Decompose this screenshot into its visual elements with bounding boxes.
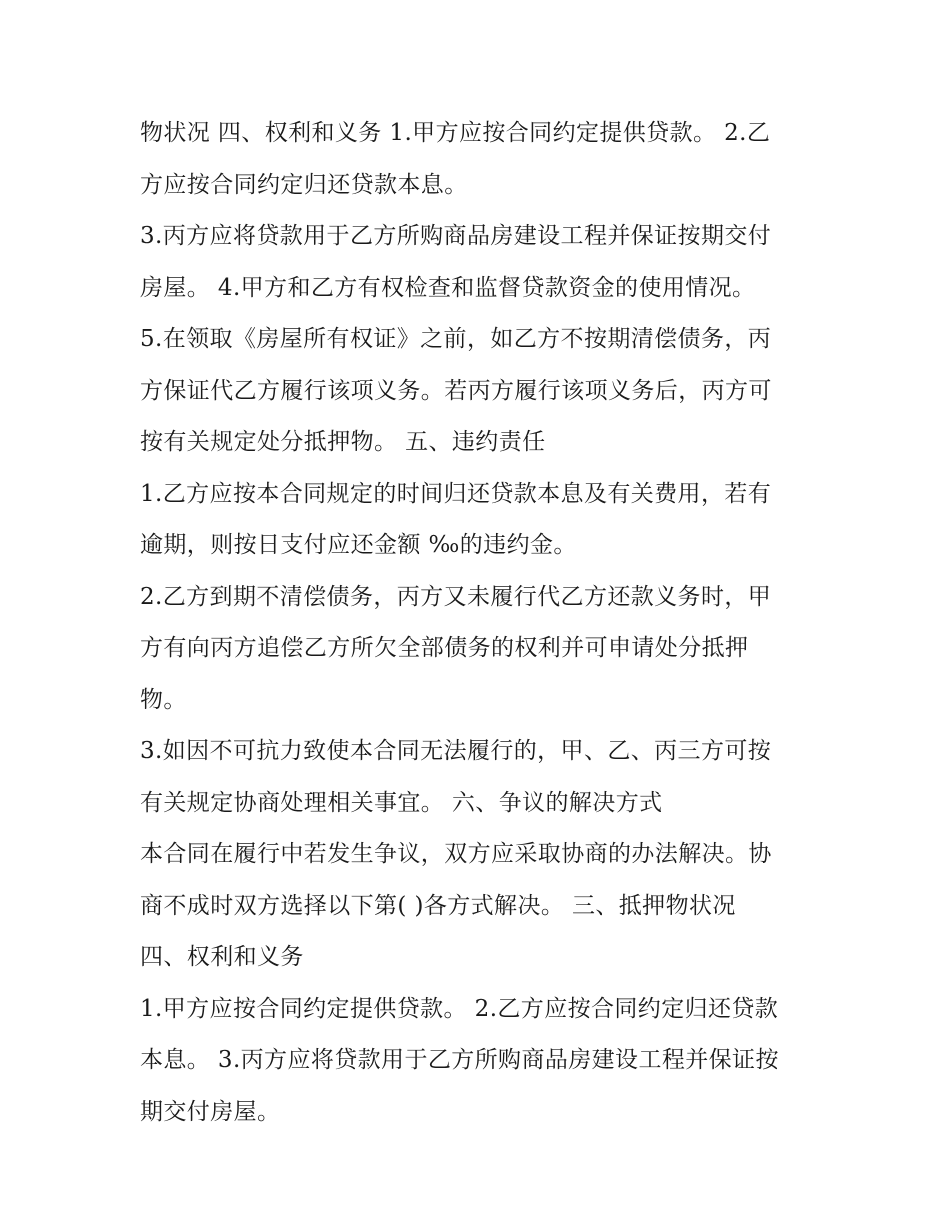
text-line: 逾期，则按日支付应还金额 ‰的违约金。 [140, 532, 577, 558]
text-line: 期交付房屋。 [140, 1098, 281, 1125]
text-line: 物。 [140, 686, 187, 713]
text-line: 1.乙方应按本合同规定的时间归还贷款本息及有关费用，若有 [140, 480, 772, 507]
text-line: 本息。 3.丙方应将贷款用于乙方所购商品房建设工程并保证按 [140, 1047, 779, 1073]
text-line: 房屋。 4.甲方和乙方有权检查和监督贷款资金的使用情况。 [140, 274, 756, 301]
text-line: 按有关规定处分抵押物。 五、违约责任 [140, 429, 546, 455]
text-line: 方应按合同约定归还贷款本息。 [140, 171, 468, 198]
text-line: 3.丙方应将贷款用于乙方所购商品房建设工程并保证按期交付 [140, 223, 772, 249]
text-line: 物状况 四、权利和义务 1.甲方应按合同约定提供贷款。 2.乙 [140, 120, 771, 146]
text-line: 1.甲方应按合同约定提供贷款。 2.乙方应按合同约定归还贷款 [140, 995, 779, 1022]
text-line: 本合同在履行中若发生争议，双方应采取协商的办法解决。协 [140, 841, 772, 867]
text-line: 2.乙方到期不清偿债务，丙方又未履行代乙方还款义务时，甲 [140, 583, 772, 610]
document-body [140, 108, 830, 1138]
text-line: 5.在领取《房屋所有权证》之前，如乙方不按期清偿债务，丙 [140, 326, 772, 352]
text-line: 商不成时双方选择以下第( )各方式解决。 三、抵押物状况 [140, 892, 736, 919]
text-line: 四、权利和义务 [140, 944, 304, 970]
text-line: 3.如因不可抗力致使本合同无法履行的，甲、乙、丙三方可按 [140, 738, 772, 764]
text-line: 方有向丙方追偿乙方所欠全部债务的权利并可申请处分抵押 [140, 635, 749, 661]
text-line: 有关规定协商处理相关事宜。 六、争议的解决方式 [140, 789, 663, 816]
text-line: 方保证代乙方履行该项义务。若丙方履行该项义务后，丙方可 [140, 377, 772, 404]
